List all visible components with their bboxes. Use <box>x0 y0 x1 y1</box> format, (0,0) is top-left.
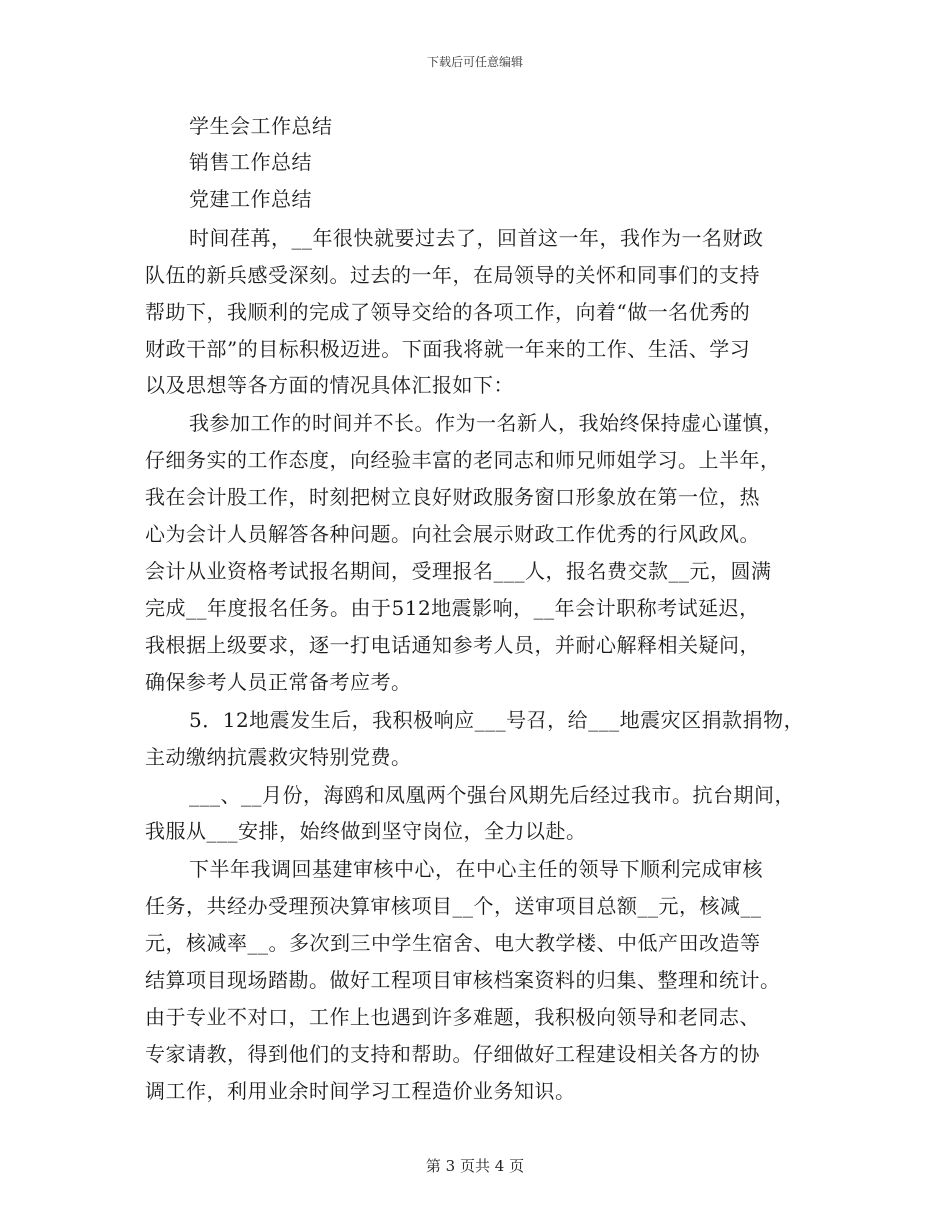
body-line: 主动缴纳抗震救灾特别党费。 <box>145 745 412 769</box>
body-line: 元，核减率__。多次到三中学生宿舍、电大教学楼、中低产田改造等 <box>145 931 761 955</box>
body-line: ___、__月份，海鸥和凤凰两个强台风期先后经过我市。抗台期间， <box>189 783 795 807</box>
body-line: 完成__年度报名任务。由于512地震影响，__年会计职称考试延迟， <box>145 596 760 620</box>
body-line: 确保参考人员正常备考应考。 <box>145 670 412 694</box>
page-footer: 第 3 页共 4 页 <box>425 1157 525 1175</box>
body-line: 由于专业不对口，工作上也遇到许多难题，我积极向领导和老同志、 <box>145 1005 760 1029</box>
body-line: 以及思想等各方面的情况具体汇报如下： <box>145 373 514 397</box>
body-line: 我参加工作的时间并不长。作为一名新人，我始终保持虚心谨慎， <box>189 411 784 435</box>
page-header: 下载后可任意编辑 <box>426 55 523 69</box>
body-line: 时间荏苒，__年很快就要过去了，回首这一年，我作为一名财政 <box>189 226 764 250</box>
body-line: 我在会计股工作，时刻把树立良好财政服务窗口形象放在第一位，热 <box>145 485 760 509</box>
body-line: 仔细务实的工作态度，向经验丰富的老同志和师兄师姐学习。上半年， <box>145 448 781 472</box>
body-line: 我根据上级要求，逐一打电话通知参考人员，并耐心解释相关疑问， <box>145 633 760 657</box>
body-line: 结算项目现场踏勘。做好工程项目审核档案资料的归集、整理和统计。 <box>145 968 781 992</box>
body-line: 任务，共经办受理预决算审核项目__个，送审项目总额__元，核减__ <box>145 894 762 918</box>
title-line: 党建工作总结 <box>189 187 312 211</box>
body-line: 5．12地震发生后，我积极响应___号召，给___地震灾区捐款捐物， <box>189 708 805 732</box>
title-line: 学生会工作总结 <box>189 114 333 138</box>
body-line: 队伍的新兵感受深刻。过去的一年，在局领导的关怀和同事们的支持 <box>145 263 760 287</box>
title-line: 销售工作总结 <box>189 150 312 174</box>
body-line: 我服从___安排，始终做到坚守岗位，全力以赴。 <box>145 819 587 843</box>
body-line: 会计从业资格考试报名期间，受理报名___人，报名费交款__元，圆满 <box>145 559 772 583</box>
body-line: 帮助下，我顺利的完成了领导交给的各项工作，向着“做一名优秀的 <box>145 300 751 324</box>
body-line: 调工作，利用业余时间学习工程造价业务知识。 <box>145 1079 576 1103</box>
body-line: 心为会计人员解答各种问题。向社会展示财政工作优秀的行风政风。 <box>145 522 760 546</box>
body-line: 财政干部”的目标积极迈进。下面我将就一年来的工作、生活、学习 <box>145 337 751 361</box>
body-line: 下半年我调回基建审核中心，在中心主任的领导下顺利完成审核 <box>189 857 763 881</box>
body-line: 专家请教，得到他们的支持和帮助。仔细做好工程建设相关各方的协 <box>145 1042 760 1066</box>
